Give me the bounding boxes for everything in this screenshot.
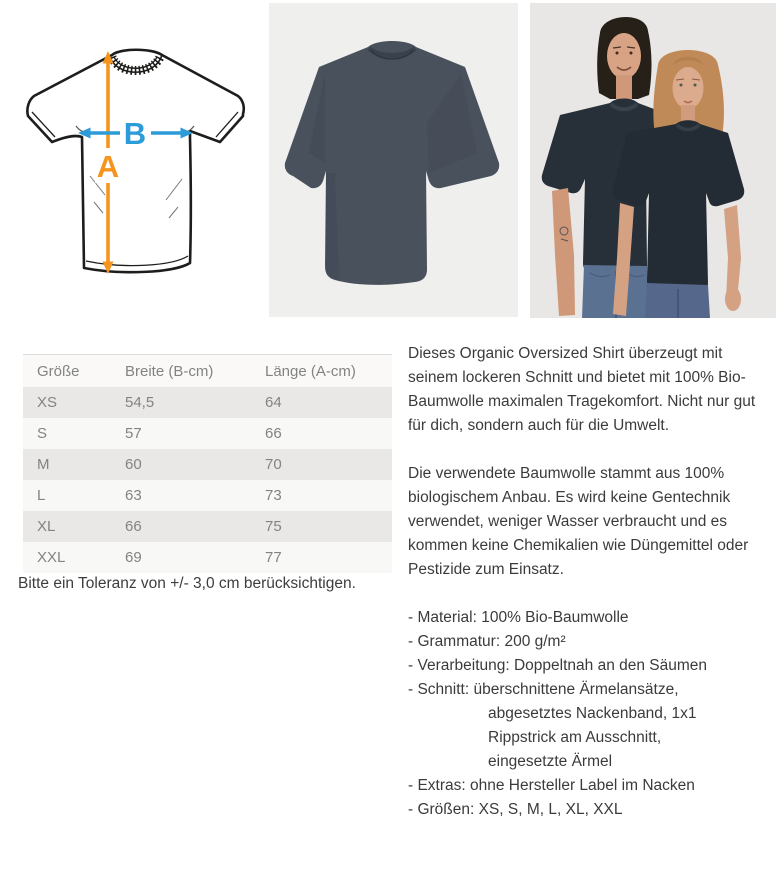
cell-size: L bbox=[23, 480, 124, 511]
detail-verarbeitung: - Verarbeitung: Doppeltnah an den Säumen bbox=[408, 657, 708, 674]
detail-extras: - Extras: ohne Hersteller Label im Nacken bbox=[408, 777, 695, 794]
cell-size: XXL bbox=[23, 542, 124, 573]
size-measurement-diagram bbox=[24, 42, 246, 282]
tshirt-outline-drawing bbox=[27, 50, 243, 272]
label-A: A bbox=[96, 149, 120, 184]
cell-length: 64 bbox=[264, 387, 392, 418]
size-table bbox=[23, 354, 392, 573]
label-B: B bbox=[123, 116, 147, 151]
cell-width: 63 bbox=[124, 480, 264, 511]
cell-width: 69 bbox=[124, 542, 264, 573]
cell-size: S bbox=[23, 418, 124, 449]
size-table-header-row bbox=[23, 355, 392, 388]
description-paragraph-2: Die verwendete Baumwolle stammt aus 100% biologischem Anbau. Es wird keine Gentechnik verwendet, weniger Wasser verbraucht und es kommen keine Chemikalien wie Düngemittel oder Pestizide zum Einsatz. bbox=[408, 465, 749, 578]
column-header-laenge: Länge (A-cm) bbox=[264, 355, 392, 388]
detail-schnitt-line4: eingesetzte Ärmel bbox=[488, 753, 613, 770]
column-header-breite: Breite (B-cm) bbox=[124, 355, 264, 388]
cell-length: 66 bbox=[264, 418, 392, 449]
product-photo-models[interactable] bbox=[530, 3, 776, 318]
cell-size: M bbox=[23, 449, 124, 480]
product-description bbox=[408, 342, 771, 822]
models-illustration bbox=[530, 3, 776, 318]
cell-length: 73 bbox=[264, 480, 392, 511]
detail-material: - Material: 100% Bio-Baumwolle bbox=[408, 609, 629, 626]
description-paragraph-1: Dieses Organic Oversized Shirt überzeugt mit seinem lockeren Schnitt und bietet mit 100% Bio-Baumwolle maximalen Tragekomfort. Nicht nur gut für dich, sondern auch für die Umwelt. bbox=[408, 345, 756, 434]
table-row-m bbox=[23, 449, 392, 480]
cell-width: 57 bbox=[124, 418, 264, 449]
cell-width: 54,5 bbox=[124, 387, 264, 418]
table-row-l bbox=[23, 480, 392, 511]
detail-schnitt-line3: Rippstrick am Ausschnitt, bbox=[488, 729, 662, 746]
cell-length: 77 bbox=[264, 542, 392, 573]
column-header-groesse: Größe bbox=[23, 355, 124, 388]
table-row-xxl bbox=[23, 542, 392, 573]
tolerance-note: Bitte ein Toleranz von +/- 3,0 cm berücksichtigen. bbox=[18, 575, 356, 592]
cell-width: 60 bbox=[124, 449, 264, 480]
table-row-s bbox=[23, 418, 392, 449]
detail-schnitt: - Schnitt: überschnittene Ärmelansätze, bbox=[408, 681, 679, 698]
table-row-xs bbox=[23, 387, 392, 418]
size-table-section bbox=[23, 354, 392, 573]
product-photo-flat-shirt[interactable] bbox=[269, 3, 518, 317]
cell-length: 70 bbox=[264, 449, 392, 480]
flat-shirt-illustration bbox=[269, 3, 518, 317]
cell-width: 66 bbox=[124, 511, 264, 542]
cell-length: 75 bbox=[264, 511, 392, 542]
product-details-list bbox=[408, 606, 771, 822]
detail-schnitt-line2: abgesetztes Nackenband, 1x1 bbox=[488, 705, 697, 722]
cell-size: XL bbox=[23, 511, 124, 542]
table-row-xl bbox=[23, 511, 392, 542]
detail-groessen: - Größen: XS, S, M, L, XL, XXL bbox=[408, 801, 623, 818]
cell-size: XS bbox=[23, 387, 124, 418]
detail-grammatur: - Grammatur: 200 g/m² bbox=[408, 633, 566, 650]
